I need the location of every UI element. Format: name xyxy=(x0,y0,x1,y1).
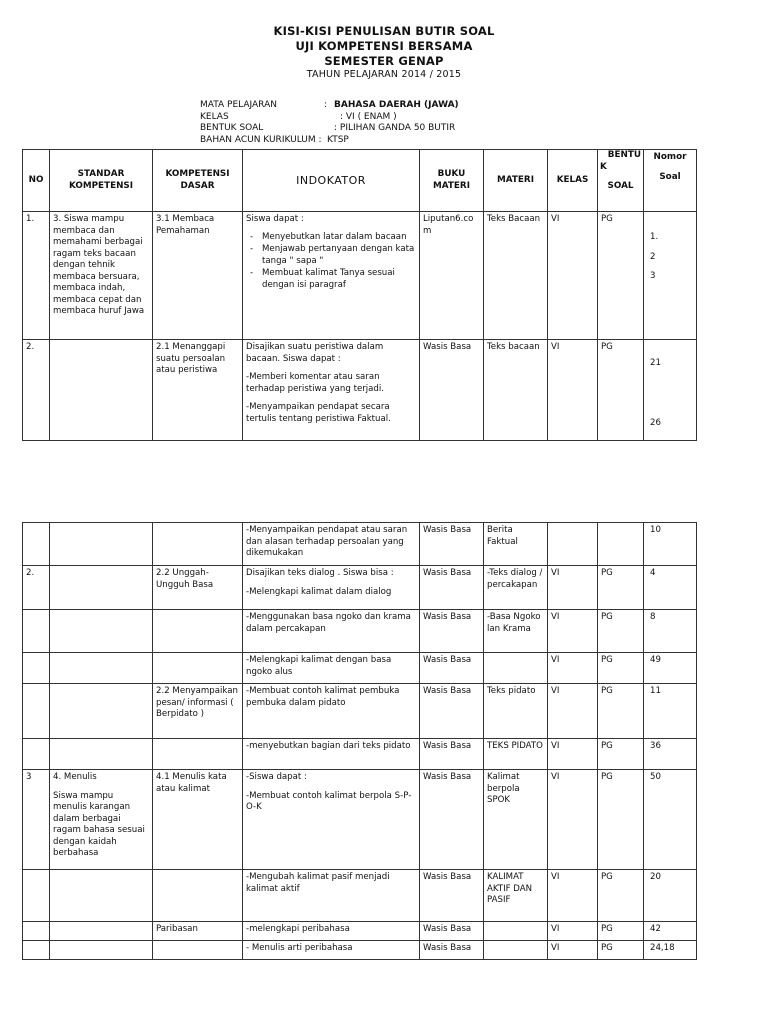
cell-bentuk-soal: PG xyxy=(598,941,644,960)
cell-standar-kompetensi xyxy=(50,684,153,739)
kelas-value: : VI ( ENAM ) xyxy=(340,111,397,122)
bentuk-soal-label: BENTUK SOAL xyxy=(200,123,264,133)
indikator-item: -Melengkapi kalimat dalam dialog xyxy=(246,586,392,597)
col-kelas: KELAS xyxy=(548,150,598,212)
cell-nomor-soal: 42 xyxy=(644,922,697,941)
document-subtitle: UJI KOMPETENSI BERSAMA xyxy=(295,39,473,53)
cell-indikator: -melengkapi peribahasa xyxy=(243,922,420,941)
cell-indikator: - Menulis arti peribahasa xyxy=(243,941,420,960)
cell-kompetensi-dasar xyxy=(153,739,243,770)
cell-standar-kompetensi xyxy=(50,739,153,770)
col-standar-kompetensi: STANDAR KOMPETENSI xyxy=(50,150,153,212)
cell-bentuk-soal: PG xyxy=(598,653,644,684)
cell-kompetensi-dasar xyxy=(153,523,243,566)
cell-nomor-soal xyxy=(644,212,697,340)
col-indikator: INDOKATOR xyxy=(243,150,420,212)
cell-materi: -Teks dialog / percakapan xyxy=(484,566,548,610)
indikator-intro: Disajikan suatu peristiwa dalam bacaan. Siswa dapat : xyxy=(246,342,384,364)
table-row xyxy=(23,340,697,441)
table-row xyxy=(23,610,697,653)
cell-no: 3 xyxy=(23,770,50,870)
cell-indikator: -Melengkapi kalimat dengan basa ngoko alus xyxy=(243,653,420,684)
cell-bentuk-soal: PG xyxy=(598,212,644,340)
bentuk-soal-value: : PILIHAN GANDA 50 BUTIR xyxy=(334,123,456,133)
cell-no xyxy=(23,870,50,922)
cell-kelas: VI xyxy=(548,212,598,340)
cell-standar-kompetensi xyxy=(50,922,153,941)
col-nomor-top: Nomor xyxy=(653,152,687,162)
col-bentuk-top: BENTU xyxy=(607,150,641,160)
kisi-kisi-table-2 xyxy=(22,522,697,960)
cell-kompetensi-dasar xyxy=(153,941,243,960)
kelas-label: KELAS xyxy=(200,111,229,122)
col-materi: MATERI xyxy=(484,150,548,212)
cell-kompetensi-dasar: 4.1 Menulis kata atau kalimat xyxy=(153,770,243,870)
col-bentuk-bottom: SOAL xyxy=(607,181,634,191)
cell-bentuk-soal: PG xyxy=(598,870,644,922)
table-row xyxy=(23,653,697,684)
mapel-value: BAHASA DAERAH (JAWA) xyxy=(334,100,459,110)
nomor-item: 2 xyxy=(650,251,656,262)
cell-materi xyxy=(484,941,548,960)
cell-indikator: -Mengubah kalimat pasif menjadi kalimat aktif xyxy=(243,870,420,922)
col-nomor-bottom: Soal xyxy=(659,171,681,182)
cell-nomor-soal: 4 xyxy=(644,566,697,610)
cell-buku-materi: Wasis Basa xyxy=(420,340,484,441)
cell-buku-materi: Wasis Basa xyxy=(420,922,484,941)
col-buku-materi: BUKU MATERI xyxy=(420,150,484,212)
cell-no xyxy=(23,523,50,566)
cell-bentuk-soal: PG xyxy=(598,922,644,941)
nomor-item: 26 xyxy=(650,417,661,428)
cell-materi xyxy=(484,653,548,684)
cell-buku-materi: Wasis Basa xyxy=(420,566,484,610)
cell-no xyxy=(23,941,50,960)
indikator-intro: -Siswa dapat : xyxy=(246,772,307,782)
cell-nomor-soal: 20 xyxy=(644,870,697,922)
list-item: - Menjawab pertanyaan dengan kata tanga " sapa " xyxy=(262,244,416,267)
cell-kompetensi-dasar: 2.2 Menyampaikan pesan/ informasi ( Berpidato ) xyxy=(153,684,243,739)
cell-materi: TEKS PIDATO xyxy=(484,739,548,770)
indikator-list xyxy=(246,232,416,292)
kisi-kisi-table-1 xyxy=(22,149,697,441)
table-row xyxy=(23,523,697,566)
cell-nomor-soal xyxy=(644,340,697,441)
cell-indikator: -Menyampaikan pendapat atau saran dan alasan terhadap persoalan yang dikemukakan xyxy=(243,523,420,566)
mapel-label: MATA PELAJARAN xyxy=(200,100,277,110)
nomor-item: 1. xyxy=(650,232,659,242)
cell-kelas: VI xyxy=(548,684,598,739)
cell-bentuk-soal: PG xyxy=(598,566,644,610)
table-row xyxy=(23,684,697,739)
cell-kompetensi-dasar xyxy=(153,653,243,684)
indikator-item: -Membuat contoh kalimat berpola S-P-O-K xyxy=(246,790,412,812)
table-row xyxy=(23,941,697,960)
cell-standar-kompetensi xyxy=(50,523,153,566)
cell-indikator: -menyebutkan bagian dari teks pidato xyxy=(243,739,420,770)
cell-nomor-soal: 11 xyxy=(644,684,697,739)
nomor-item: 3 xyxy=(650,271,656,281)
indikator-intro: Disajikan teks dialog . Siswa bisa : xyxy=(246,568,394,578)
kurikulum-value: KTSP xyxy=(327,134,349,145)
cell-buku-materi: Wasis Basa xyxy=(420,870,484,922)
cell-bentuk-soal: PG xyxy=(598,770,644,870)
cell-kelas: VI xyxy=(548,922,598,941)
cell-nomor-soal: 50 xyxy=(644,770,697,870)
cell-buku-materi: Wasis Basa xyxy=(420,770,484,870)
cell-bentuk-soal: PG xyxy=(598,684,644,739)
cell-materi: KALIMAT AKTIF DAN PASIF xyxy=(484,870,548,922)
cell-kelas: VI xyxy=(548,610,598,653)
cell-kompetensi-dasar: 2.1 Menanggapi suatu persoalan atau peristiwa xyxy=(153,340,243,441)
cell-standar-kompetensi xyxy=(50,870,153,922)
cell-nomor-soal: 36 xyxy=(644,739,697,770)
cell-indikator: -Menggunakan basa ngoko dan krama dalam percakapan xyxy=(243,610,420,653)
nomor-item: 21 xyxy=(650,358,661,368)
col-bentuk-k: K xyxy=(600,161,607,172)
semester-title: SEMESTER GENAP xyxy=(324,54,444,68)
cell-standar-kompetensi xyxy=(50,941,153,960)
cell-indikator xyxy=(243,770,420,870)
cell-kelas: VI xyxy=(548,566,598,610)
cell-standar-kompetensi xyxy=(50,653,153,684)
cell-no xyxy=(23,684,50,739)
cell-standar-kompetensi xyxy=(50,610,153,653)
col-no: NO xyxy=(23,150,50,212)
table-row xyxy=(23,566,697,610)
cell-standar-kompetensi: 3. Siswa mampu membaca dan memahami berbagai ragam teks bacaan dengan tehnik membaca bersuara, membaca indah, membaca cepat dan membaca huruf Jawa xyxy=(50,212,153,340)
list-item: - Membuat kalimat Tanya sesuai dengan isi paragraf xyxy=(262,268,416,291)
cell-no xyxy=(23,653,50,684)
cell-no: 2. xyxy=(23,566,50,610)
cell-materi: Kalimat berpola SPOK xyxy=(484,770,548,870)
table-row xyxy=(23,212,697,340)
list-item: - Menyebutkan latar dalam bacaan xyxy=(262,232,416,244)
cell-kompetensi-dasar xyxy=(153,610,243,653)
cell-nomor-soal: 49 xyxy=(644,653,697,684)
cell-materi: Berita Faktual xyxy=(484,523,548,566)
academic-year: TAHUN PELAJARAN 2014 / 2015 xyxy=(306,69,462,80)
cell-indikator xyxy=(243,212,420,340)
cell-no xyxy=(23,922,50,941)
kurikulum-label: BAHAN ACUN KURIKULUM : xyxy=(200,134,322,145)
cell-materi: Teks pidato xyxy=(484,684,548,739)
cell-kelas: VI xyxy=(548,653,598,684)
cell-bentuk-soal xyxy=(598,523,644,566)
cell-indikator xyxy=(243,340,420,441)
cell-kelas: VI xyxy=(548,739,598,770)
cell-kompetensi-dasar xyxy=(153,870,243,922)
document-title: KISI-KISI PENULISAN BUTIR SOAL xyxy=(273,24,495,38)
table-row xyxy=(23,922,697,941)
mapel-sep: : xyxy=(324,100,328,110)
cell-bentuk-soal: PG xyxy=(598,739,644,770)
cell-no: 1. xyxy=(23,212,50,340)
cell-materi: Teks Bacaan xyxy=(484,212,548,340)
indikator-item: -Memberi komentar atau saran terhadap peristiwa yang terjadi. xyxy=(246,372,384,394)
sk-body: Siswa mampu menulis karangan dalam berbagai ragam bahasa sesuai dengan kaidah berbahasa xyxy=(53,790,145,858)
cell-kompetensi-dasar: 2.2 Unggah-Ungguh Basa xyxy=(153,566,243,610)
cell-kelas: VI xyxy=(548,340,598,441)
cell-buku-materi: Wasis Basa xyxy=(420,523,484,566)
cell-indikator xyxy=(243,566,420,610)
table-row xyxy=(23,739,697,770)
col-bentuk-soal xyxy=(598,150,644,212)
cell-buku-materi: Wasis Basa xyxy=(420,941,484,960)
cell-standar-kompetensi xyxy=(50,340,153,441)
cell-materi: Teks bacaan xyxy=(484,340,548,441)
col-nomor-soal xyxy=(644,150,697,212)
cell-standar-kompetensi xyxy=(50,566,153,610)
table-row xyxy=(23,870,697,922)
cell-kompetensi-dasar: 3.1 Membaca Pemahaman xyxy=(153,212,243,340)
cell-buku-materi: Wasis Basa xyxy=(420,739,484,770)
indikator-item: -Menyampaikan pendapat secara tertulis tentang peristiwa Faktual. xyxy=(246,402,391,424)
cell-buku-materi: Wasis Basa xyxy=(420,653,484,684)
cell-standar-kompetensi xyxy=(50,770,153,870)
table-header-row xyxy=(23,150,697,212)
sk-title: 4. Menulis xyxy=(53,772,97,782)
cell-no xyxy=(23,739,50,770)
cell-kelas: VI xyxy=(548,870,598,922)
cell-nomor-soal: 10 xyxy=(644,523,697,566)
cell-kompetensi-dasar: Paribasan xyxy=(153,922,243,941)
cell-kelas: VI xyxy=(548,941,598,960)
document-meta xyxy=(200,100,500,146)
cell-kelas: VI xyxy=(548,770,598,870)
indikator-intro: Siswa dapat : xyxy=(246,214,304,224)
cell-indikator: -Membuat contoh kalimat pembuka pembuka dalam pidato xyxy=(243,684,420,739)
cell-bentuk-soal: PG xyxy=(598,610,644,653)
cell-no xyxy=(23,610,50,653)
cell-buku-materi: Liputan6.com xyxy=(420,212,484,340)
cell-no: 2. xyxy=(23,340,50,441)
table-row xyxy=(23,770,697,870)
cell-materi xyxy=(484,922,548,941)
cell-nomor-soal: 8 xyxy=(644,610,697,653)
cell-buku-materi: Wasis Basa xyxy=(420,684,484,739)
cell-buku-materi: Wasis Basa xyxy=(420,610,484,653)
col-kompetensi-dasar: KOMPETENSI DASAR xyxy=(153,150,243,212)
cell-nomor-soal: 24,18 xyxy=(644,941,697,960)
cell-materi: -Basa Ngoko lan Krama xyxy=(484,610,548,653)
cell-bentuk-soal: PG xyxy=(598,340,644,441)
cell-kelas xyxy=(548,523,598,566)
